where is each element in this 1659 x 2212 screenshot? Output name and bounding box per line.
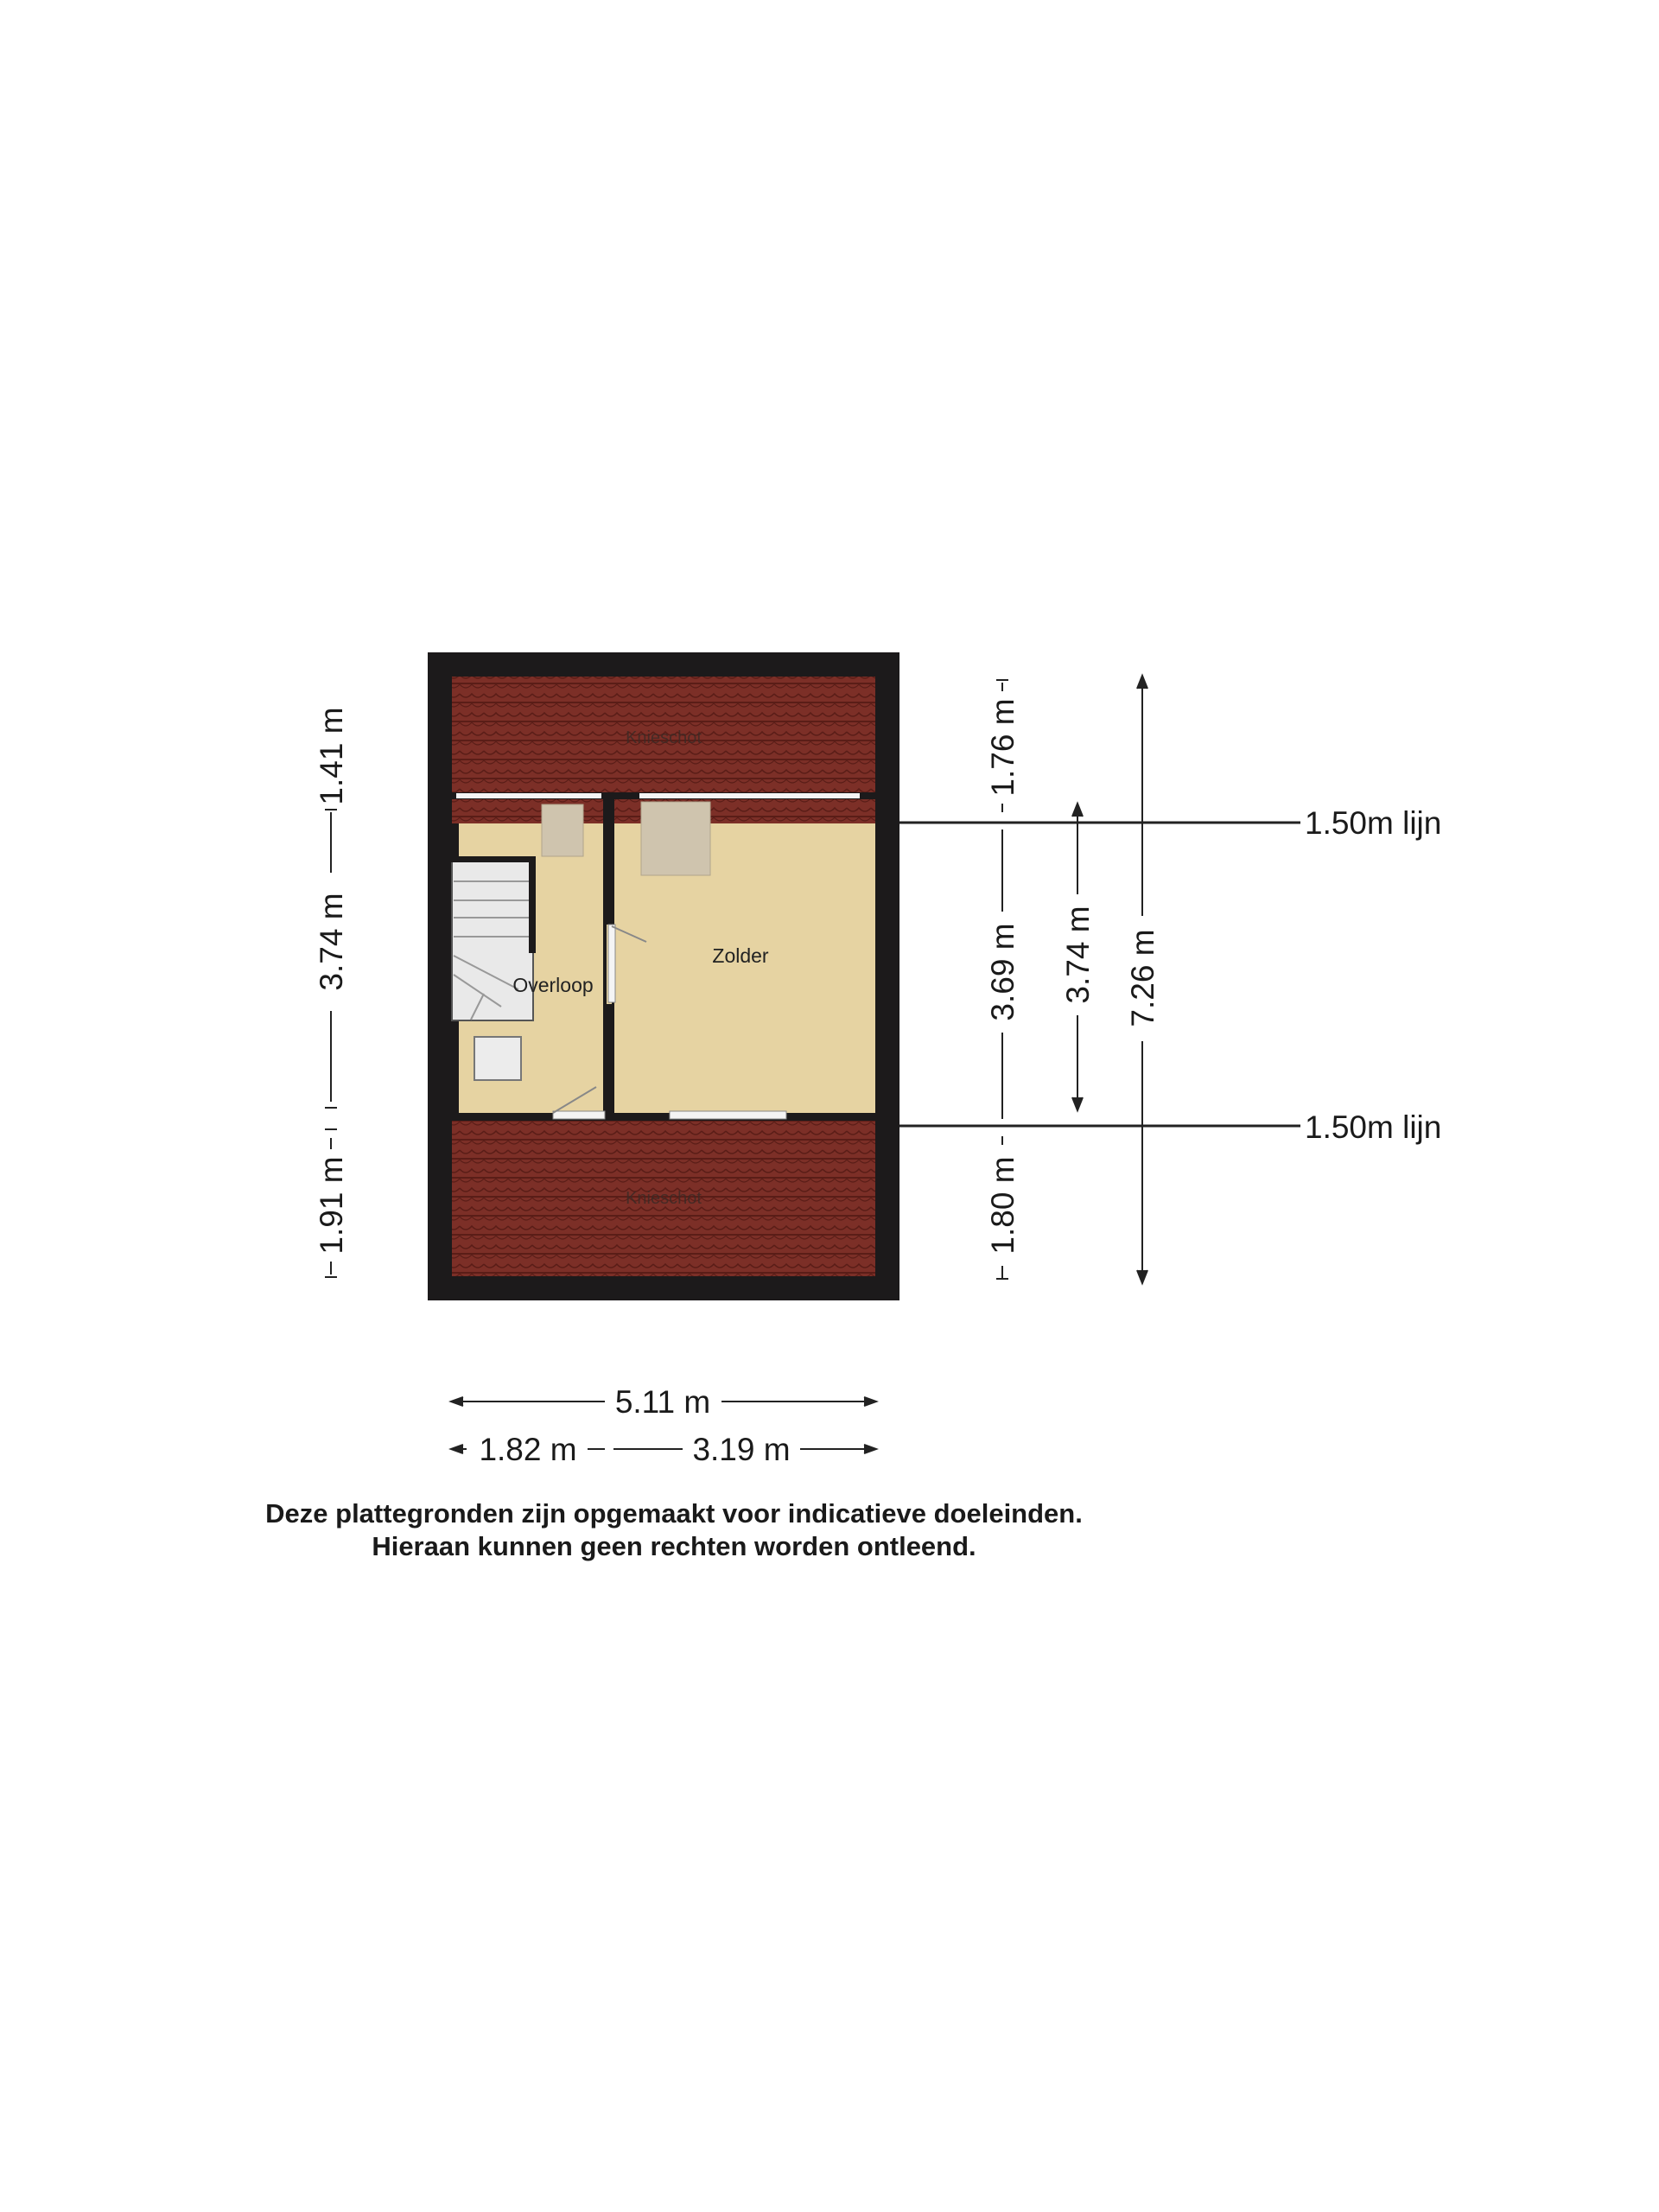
dim-right1-bottom: 1.80 m: [985, 1156, 1020, 1255]
dakraam-overloop: [542, 804, 583, 856]
dim-right2: 3.74 m: [1060, 906, 1096, 1004]
label-knieschot-top: Knieschot: [626, 728, 702, 747]
hatch: [474, 1037, 521, 1080]
stair-railing: [529, 860, 536, 953]
dim-bottom-left: 1.82 m: [479, 1432, 577, 1467]
staircase: [452, 861, 533, 1020]
label-overloop: Overloop: [512, 974, 594, 996]
dim-left-bottom: 1.91 m: [314, 1156, 349, 1255]
dim-left-mid: 3.74 m: [314, 893, 349, 991]
wall-knieschot-bottom: [452, 1113, 875, 1121]
line-label-bottom: 1.50m lijn: [1305, 1109, 1442, 1145]
skylight-window[interactable]: [456, 793, 601, 798]
line-label-top: 1.50m lijn: [1305, 805, 1442, 841]
dim-right3: 7.26 m: [1125, 929, 1160, 1027]
kast-door[interactable]: [670, 1111, 786, 1119]
dim-bottom-right: 3.19 m: [692, 1432, 791, 1467]
dakraam-zolder: [641, 802, 710, 875]
disclaimer-line-2: Hieraan kunnen geen rechten worden ontleend.: [372, 1531, 976, 1561]
dim-right1-top: 1.76 m: [985, 698, 1020, 797]
dim-left-top: 1.41 m: [314, 707, 349, 805]
label-zolder: Zolder: [712, 944, 769, 967]
skylight-window[interactable]: [639, 793, 860, 798]
stair-railing: [449, 856, 536, 862]
label-knieschot-bottom: Knieschot: [626, 1189, 702, 1208]
disclaimer-line-1: Deze plattegronden zijn opgemaakt voor indicatieve doeleinden.: [265, 1498, 1083, 1529]
dim-right1-mid: 3.69 m: [985, 923, 1020, 1021]
dim-bottom-total: 5.11 m: [614, 1384, 711, 1420]
